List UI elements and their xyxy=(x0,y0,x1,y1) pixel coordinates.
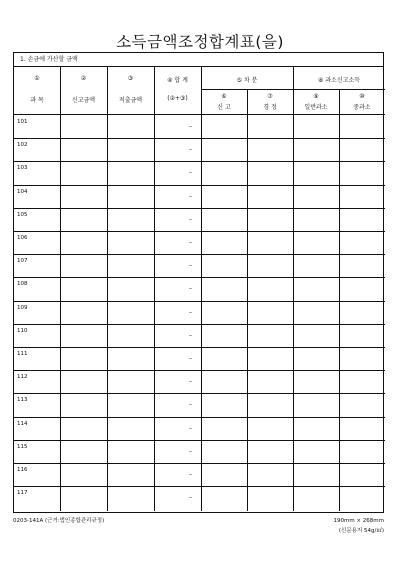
row-code: 111 xyxy=(17,351,28,357)
row-divider xyxy=(14,185,385,186)
col-divider xyxy=(60,67,61,511)
col6b-label: 중과소 xyxy=(353,104,371,111)
row-divider xyxy=(14,393,385,394)
col4-label: (②+③) xyxy=(167,95,188,102)
row-divider xyxy=(14,324,385,325)
sum-dash: – xyxy=(189,146,192,154)
sum-dash: – xyxy=(189,239,192,246)
sum-dash: – xyxy=(189,192,192,200)
adjustment-form-table xyxy=(13,52,384,513)
row-divider xyxy=(14,440,385,441)
row-divider xyxy=(14,231,385,232)
row-code: 102 xyxy=(17,142,28,149)
paper-weight: (신문용지 54g/㎡) xyxy=(338,528,384,534)
col6b-number: ⑩ xyxy=(359,93,365,100)
sum-dash: – xyxy=(189,285,192,293)
col-divider xyxy=(154,67,155,511)
col4-number: ④ 합 계 xyxy=(167,77,188,84)
col5b-number: ⑦ xyxy=(267,93,273,100)
row-divider xyxy=(14,161,385,162)
col5b-label: 경 정 xyxy=(263,104,277,111)
paper-spec xyxy=(333,516,384,536)
row-divider xyxy=(14,463,385,464)
row-divider xyxy=(14,486,385,487)
row-code: 112 xyxy=(17,374,28,381)
col1-number: ① xyxy=(34,75,40,82)
col3-number: ③ xyxy=(127,75,134,82)
row-code: 101 xyxy=(17,119,28,125)
row-code: 110 xyxy=(17,327,28,334)
sum-dash: – xyxy=(189,169,192,177)
row-divider xyxy=(14,254,385,255)
form-code: 0203-141A (근거:법인종합관리규정) xyxy=(13,518,105,524)
sum-dash: – xyxy=(189,378,192,386)
paper-size: 190mm × 268mm xyxy=(333,518,384,524)
sum-dash: – xyxy=(189,447,192,455)
row-code: 115 xyxy=(17,443,28,450)
sum-dash: – xyxy=(189,424,192,432)
sum-dash: – xyxy=(189,494,192,502)
page-title: 소득금액조정합계표(을) xyxy=(116,33,284,51)
col5a-label: 신 고 xyxy=(217,104,231,111)
col-divider xyxy=(293,67,294,511)
col6a-number: ⑨ xyxy=(313,93,319,100)
sum-dash: – xyxy=(189,123,192,130)
header-bottom-line xyxy=(14,114,385,115)
section-label: 1. 손금에 가산할 금액 xyxy=(14,53,383,67)
col-divider xyxy=(201,67,202,511)
row-code: 117 xyxy=(17,490,28,497)
row-divider xyxy=(14,417,385,418)
col2-label: 신고금액 xyxy=(71,97,96,104)
col5-group-label: ⑤ 차 분 xyxy=(236,77,258,84)
row-code: 105 xyxy=(17,211,28,218)
row-divider xyxy=(14,347,385,348)
col5a-number: ⑥ xyxy=(221,93,227,100)
row-code: 116 xyxy=(17,467,28,473)
row-divider xyxy=(14,277,385,278)
col1-label: 과 목 xyxy=(30,97,44,104)
sum-dash: – xyxy=(189,471,192,478)
row-code: 107 xyxy=(17,258,28,265)
col6-group-label: ⑧ 과소신고소득 xyxy=(317,77,361,84)
row-code: 106 xyxy=(17,235,28,241)
row-code: 109 xyxy=(17,304,28,311)
row-divider xyxy=(14,138,385,139)
sum-dash: – xyxy=(189,401,192,409)
col2-number: ② xyxy=(80,75,87,82)
row-code: 114 xyxy=(17,420,28,427)
row-code: 113 xyxy=(17,397,28,404)
sum-dash: – xyxy=(189,331,192,339)
row-code: 108 xyxy=(17,281,28,288)
row-divider xyxy=(14,208,385,209)
sum-dash: – xyxy=(189,308,192,316)
col-divider xyxy=(107,67,108,511)
row-divider xyxy=(14,370,385,371)
col3-label: 적출금액 xyxy=(118,97,143,104)
row-divider xyxy=(14,301,385,302)
sum-dash: – xyxy=(189,262,192,270)
sum-dash: – xyxy=(189,215,192,223)
col6a-label: 일반과소 xyxy=(304,104,328,111)
row-code: 104 xyxy=(17,188,28,195)
sum-dash: – xyxy=(189,355,192,362)
row-code: 103 xyxy=(17,165,28,172)
